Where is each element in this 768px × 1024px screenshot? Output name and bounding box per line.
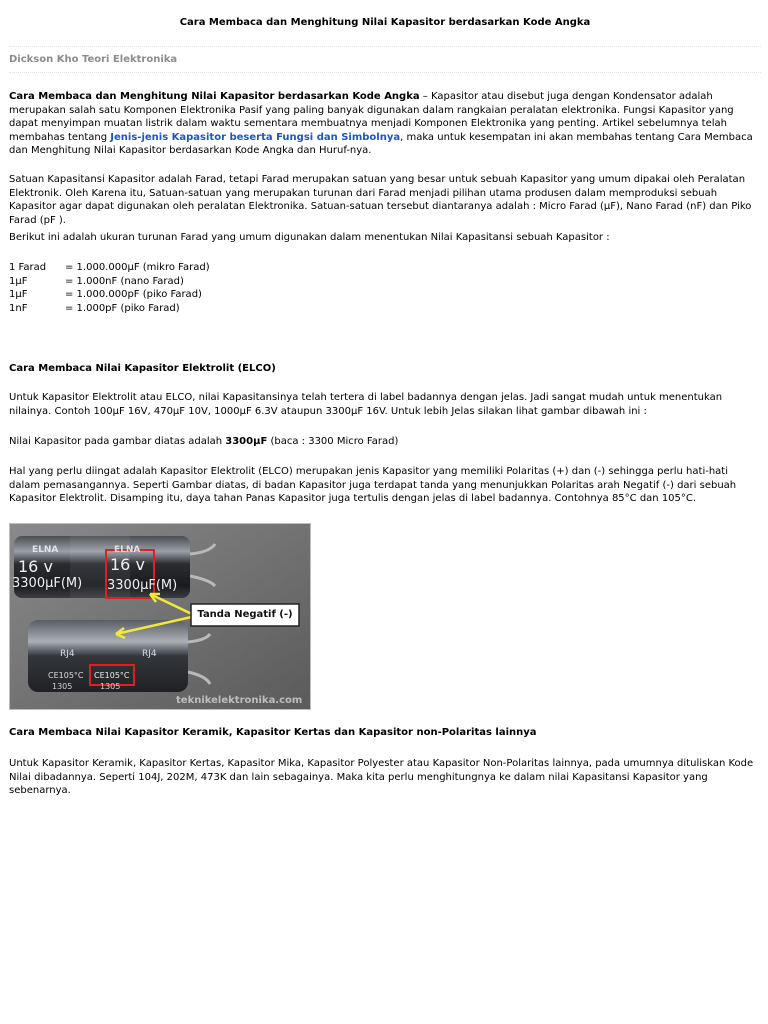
capacitor-voltage-label: 16 v	[18, 557, 53, 576]
unit-right: = 1.000.000pF (piko Farad)	[65, 289, 202, 300]
capacitor-brand-label: ELNA	[32, 545, 59, 555]
capacitor-temperature-label: CE105°C	[94, 671, 130, 680]
author-name: Dickson Kho Teori Elektronika	[9, 54, 178, 65]
intro-lead: Cara Membaca dan Menghitung Nilai Kapasitor berdasarkan Kode Angka	[9, 91, 420, 102]
divider	[9, 46, 761, 47]
unit-row	[9, 275, 309, 289]
polaritas-paragraph: Hal yang perlu diingat adalah Kapasitor Elektrolit (ELCO) merupakan jenis Kapasitor yang memiliki Polaritas (+) dan (-) sehingga perlu hati-hati dalam pemasangannya. Seperti Gambar diatas, di badan Kapasitor juga terdapat tanda yang menunjukkan Polaritas arah Negatif (-) dari sebuah Kapasitor Elektrolit. Disamping itu, daya tahan Panas Kapasitor juga tertulis dengan jelas di label badannya. Contohnya 85°C dan 105°C.	[9, 466, 737, 504]
capacitor-lot-number: 1305	[100, 682, 121, 691]
intro-text-end: , maka untuk kesempatan ini akan membahas tentang Cara Membaca dan Menghitung Nilai Kapasitor berdasarkan Kode Angka dan Huruf-nya.	[9, 131, 753, 156]
negative-marker-callout: Tanda Negatif (-)	[197, 609, 293, 620]
capacitor-voltage-label: 16 v	[110, 555, 145, 574]
capacitor-capacitance-label: 3300µF(M)	[107, 578, 178, 593]
elco-paragraph: Untuk Kapasitor Elektrolit atau ELCO, nilai Kapasitansinya telah tertera di label badannya dengan jelas. Jadi sangat mudah untuk menentukan nilainya. Contoh 100µF 16V, 470µF 10V, 1000µF 6.3V ataupun 3300µF 16V. Untuk lebih Jelas silakan lihat gambar dibawah ini :	[9, 392, 723, 417]
capacitor-series-code: RJ4	[60, 649, 75, 659]
berikut-paragraph: Berikut ini adalah ukuran turunan Farad yang umum digunakan dalam menentukan Nilai Kapasitansi sebuah Kapasitor :	[9, 232, 610, 243]
capacitor-lot-number: 1305	[52, 682, 73, 691]
capacitor-capacitance-label: 3300µF(M)	[12, 576, 83, 591]
unit-left: 1µF	[9, 289, 28, 300]
intro-paragraph	[9, 90, 761, 158]
heading-keramik: Cara Membaca Nilai Kapasitor Keramik, Kapasitor Kertas dan Kapasitor non-Polaritas lainnya	[9, 727, 537, 738]
divider	[9, 72, 761, 73]
watermark-text: teknikelektronika.com	[176, 695, 303, 706]
capacitor-photo	[9, 523, 311, 710]
nilai-prefix: Nilai Kapasitor pada gambar diatas adalah	[9, 436, 226, 447]
related-article-link[interactable]: Jenis-jenis Kapasitor beserta Fungsi dan Simbolnya	[110, 131, 401, 143]
unit-left: 1nF	[9, 302, 28, 314]
unit-row	[9, 261, 309, 275]
nilai-suffix: (baca : 3300 Micro Farad)	[267, 436, 399, 447]
unit-right: = 1.000.000µF (mikro Farad)	[65, 262, 210, 273]
unit-left: 1 Farad	[9, 262, 47, 273]
unit-right: = 1.000nF (nano Farad)	[65, 275, 184, 287]
intro-text: – Kapasitor atau disebut juga dengan Kondensator adalah merupakan salah satu Komponen Elektronika Pasif yang paling banyak digunakan dalam rangkaian peralatan elektronika. Fungsi Kapasitor yang dapat menyimpan muatan listrik dalam waktu sementara membuatnya menjadi Komponen Elektronika yang penting. Artikel sebelumnya telah membahas tentang	[9, 91, 734, 143]
nilai-paragraph	[9, 435, 761, 449]
nilai-value: 3300µF	[225, 436, 268, 447]
capacitor-temperature-label: CE105°C	[48, 671, 84, 680]
satuan-paragraph: Satuan Kapasitansi Kapasitor adalah Farad, tetapi Farad merupakan satuan yang besar untuk sebuah Kapasitor yang umum dipakai oleh Peralatan Elektronik. Oleh Karena itu, Satuan-satuan yang merupakan turunan dari Farad menjadi pilihan utama produsen dalam memproduksi sebuah Kapasitor agar dapat digunakan oleh peralatan Elektronika. Satuan-satuan tersebut diantaranya adalah : Micro Farad (µF), Nano Farad (nF) dan Piko Farad (pF ).	[9, 174, 752, 226]
unit-conversion-list	[9, 261, 309, 315]
keramik-paragraph: Untuk Kapasitor Keramik, Kapasitor Kertas, Kapasitor Mika, Kapasitor Polyester atau Kapasitor Non-Polaritas lainnya, pada umumnya dituliskan Kode Nilai dibadannya. Seperti 104J, 202M, 473K dan lain sebagainya. Maka kita perlu menghitungnya ke dalam nilai Kapasitansi Kapasitor yang sebenarnya.	[9, 758, 754, 796]
unit-right: = 1.000pF (piko Farad)	[65, 302, 180, 314]
capacitor-series-code: RJ4	[142, 649, 157, 659]
unit-row	[9, 288, 309, 302]
page-title: Cara Membaca dan Menghitung Nilai Kapasitor berdasarkan Kode Angka	[179, 17, 591, 28]
heading-elco: Cara Membaca Nilai Kapasitor Elektrolit (ELCO)	[9, 363, 276, 374]
unit-left: 1µF	[9, 275, 28, 287]
unit-row	[9, 302, 309, 316]
capacitor-brand-label: ELNA	[114, 545, 141, 555]
